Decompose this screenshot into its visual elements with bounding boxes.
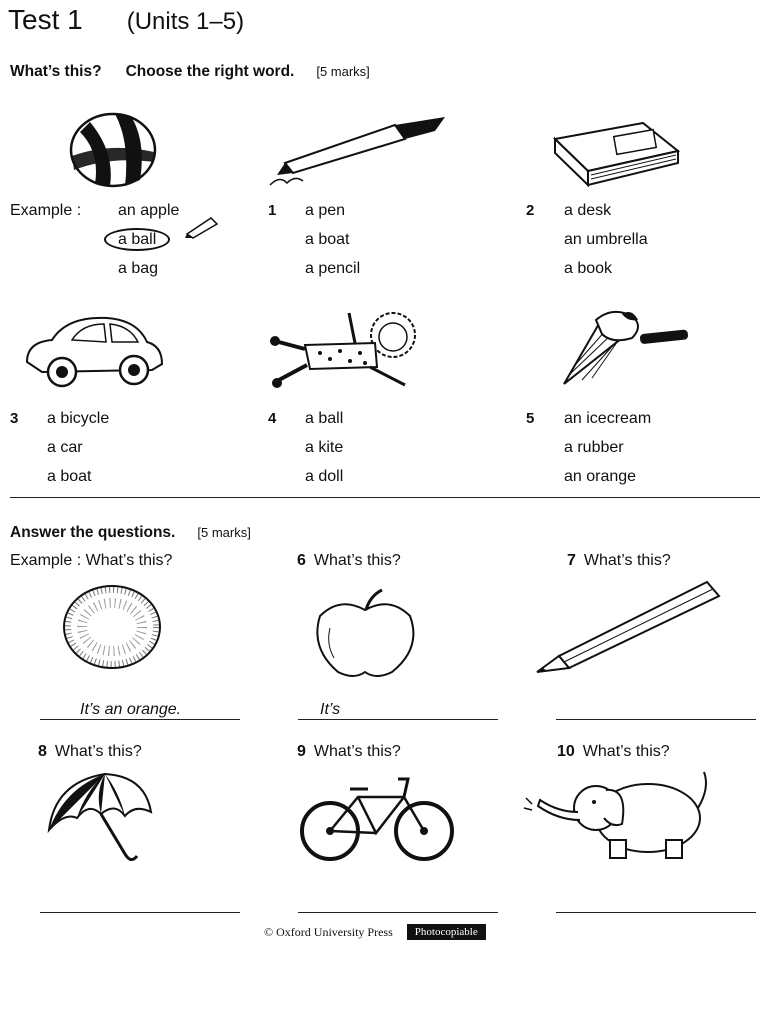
example-answer: It’s an orange.: [80, 701, 182, 718]
question-10: 10 What’s this?: [557, 743, 670, 760]
units-range: (Units 1–5): [126, 8, 245, 35]
option[interactable]: a rubber: [564, 439, 624, 456]
item-number-1: 1: [268, 202, 277, 219]
icecream-image: [562, 308, 692, 390]
section1-heading: [10, 63, 370, 81]
question-6: 6 What’s this?: [297, 552, 401, 569]
photocopiable-badge: Photocopiable: [407, 924, 486, 940]
section2-marks: [5 marks]: [197, 525, 251, 540]
answer-6-start: It’s: [320, 701, 341, 718]
section1-question: What’s this?: [10, 63, 102, 80]
umbrella-image: [45, 772, 155, 864]
elephant-image: [518, 768, 714, 864]
item-number-5: 5: [526, 410, 535, 427]
book-image: [553, 115, 683, 187]
option[interactable]: an icecream: [564, 410, 652, 427]
option[interactable]: a boat: [305, 231, 350, 248]
item-4-options: [305, 404, 343, 491]
answer-line-9[interactable]: [298, 912, 498, 913]
item-5-options: [564, 404, 651, 491]
option[interactable]: a desk: [564, 202, 612, 219]
answer-line-6[interactable]: [298, 719, 498, 720]
answer-line-10[interactable]: [556, 912, 756, 913]
page-title: [8, 4, 244, 36]
answer-line-7[interactable]: [556, 719, 756, 720]
section-divider: [10, 497, 760, 498]
question-8: 8 What’s this?: [38, 743, 142, 760]
example-question: Example : What’s this?: [10, 552, 173, 569]
item-3-options: [47, 404, 109, 491]
example-label: Example :: [10, 202, 82, 219]
section1-instruction: Choose the right word.: [125, 63, 295, 80]
option[interactable]: a bicycle: [47, 410, 110, 427]
ball-image: [70, 112, 160, 188]
orange-image: [62, 584, 164, 670]
section2-heading: [10, 524, 251, 542]
footer: [264, 924, 486, 940]
item-1-options: [305, 196, 360, 283]
item-2-options: [564, 196, 648, 283]
option[interactable]: a book: [564, 260, 613, 277]
pencil-icon: [185, 212, 221, 238]
answer-line-8[interactable]: [40, 912, 240, 913]
option[interactable]: an orange: [564, 468, 637, 485]
pencil-image: [535, 578, 725, 674]
bicycle-image: [298, 773, 456, 863]
option[interactable]: a ball: [305, 410, 344, 427]
test-title: Test 1: [8, 4, 83, 35]
option[interactable]: a doll: [305, 468, 344, 485]
option[interactable]: a pen: [305, 202, 346, 219]
question-9: 9 What’s this?: [297, 743, 401, 760]
item-number-3: 3: [10, 410, 19, 427]
section2-instruction: Answer the questions.: [10, 524, 176, 541]
pen-image: [265, 115, 455, 190]
example-option[interactable]: an apple: [118, 202, 180, 219]
item-number-4: 4: [268, 410, 277, 427]
option[interactable]: a boat: [47, 468, 92, 485]
car-image: [22, 312, 167, 390]
answer-line-example: [40, 719, 240, 720]
item-number-2: 2: [526, 202, 535, 219]
option[interactable]: a car: [47, 439, 83, 456]
question-7: 7 What’s this?: [567, 552, 671, 569]
doll-image: [265, 305, 435, 395]
apple-image: [310, 588, 420, 680]
option[interactable]: a pencil: [305, 260, 361, 277]
example-option[interactable]: a bag: [118, 260, 159, 277]
option[interactable]: a kite: [305, 439, 344, 456]
option[interactable]: an umbrella: [564, 231, 648, 248]
section1-marks: [5 marks]: [316, 64, 370, 79]
copyright-text: © Oxford University Press: [264, 924, 393, 939]
example-option-circled[interactable]: a ball: [118, 225, 179, 254]
example-options: [118, 196, 179, 283]
